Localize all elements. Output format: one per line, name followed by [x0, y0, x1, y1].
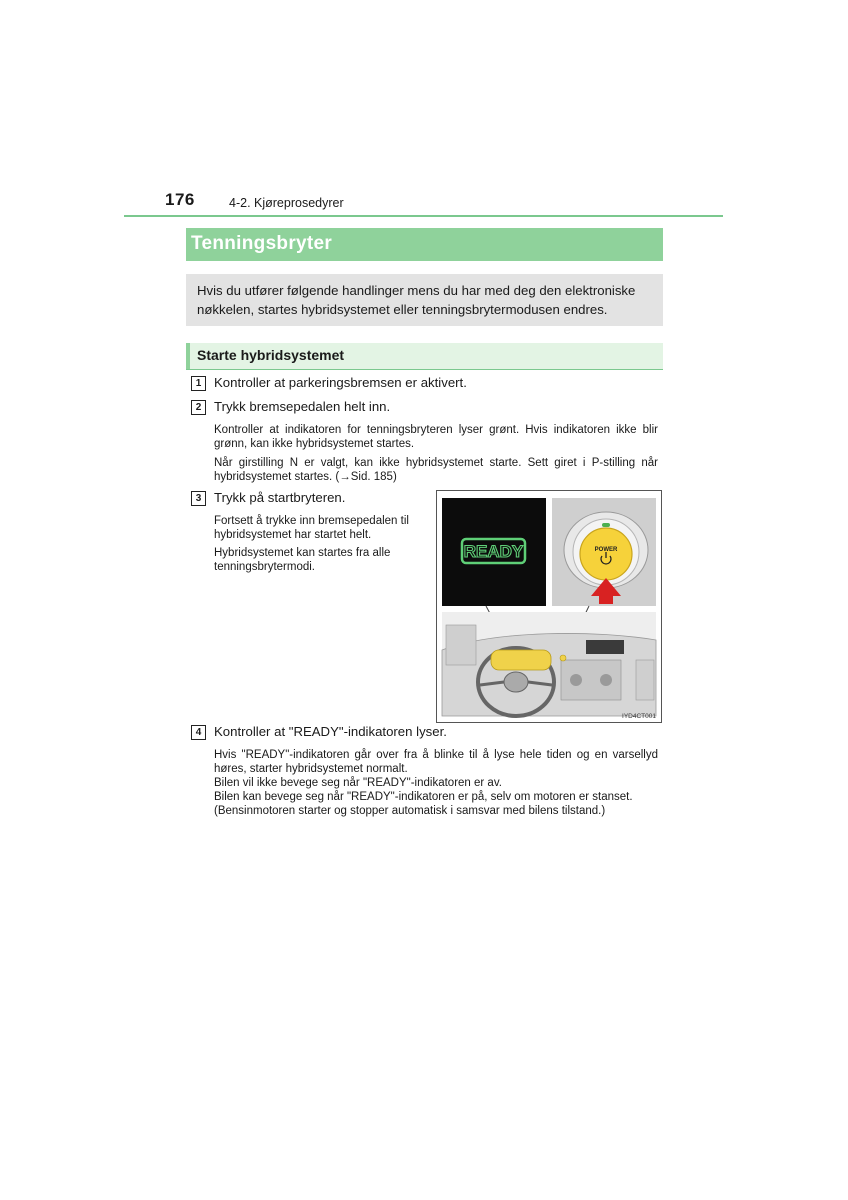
step-number-1: 1 [191, 376, 206, 391]
ready-indicator-label: READY [463, 542, 524, 561]
chapter-title: 4-2. Kjøreprosedyrer [229, 196, 344, 210]
step-text-2: Trykk bremsepedalen helt inn. [214, 399, 391, 414]
step-number-4: 4 [191, 725, 206, 740]
step-3-note-1: Fortsett å trykke inn bremsepedalen til hybridsystemet har startet helt. [214, 515, 409, 541]
step-4-note-2: Bilen vil ikke bevege seg når "READY"-indikatoren er av. [214, 777, 502, 789]
step-3-notes [214, 514, 426, 574]
step-number-3: 3 [191, 491, 206, 506]
intro-box [186, 274, 663, 326]
step-4-note-1: Hvis "READY"-indikatoren går over fra å blinke til å lyse hele tiden og en varsellyd høres, starter hybridsystemet normalt. [214, 749, 658, 775]
step-3-note-2: Hybridsystemet kan startes fra alle tenningsbrytermodi. [214, 547, 391, 573]
dashboard-illustration [436, 490, 662, 723]
header-divider [124, 215, 723, 217]
step-number-2: 2 [191, 400, 206, 415]
step-4-notes [214, 748, 658, 818]
step-2-note-2: Når girstilling N er valgt, kan ikke hybridsystemet starte. Sett giret i P-stilling når hybridsystemet startes. (→Sid. 185) [214, 457, 658, 483]
step-text-3: Trykk på startbryteren. [214, 490, 346, 505]
step-4-note-4: (Bensinmotoren starter og stopper automatisk i samsvar med bilens tilstand.) [214, 805, 606, 817]
step-2-note-1: Kontroller at indikatoren for tenningsbryteren lyser grønt. Hvis indikatoren ikke blir grønn, kan ikke hybridsystemet startes. [214, 424, 658, 450]
power-button-label: POWER [594, 547, 618, 553]
intro-text: Hvis du utfører følgende handlinger mens du har med deg den elektroniske nøkkelen, startes hybridsystemet eller tenningsbrytermodusen endres. [197, 283, 636, 317]
step-4-note-3: Bilen kan bevege seg når "READY"-indikatoren er på, selv om motoren er stanset. [214, 791, 633, 803]
section-title-bar [186, 228, 663, 261]
subheading-accent [186, 343, 190, 369]
subheading-text: Starte hybridsystemet [197, 347, 345, 363]
step-text-4: Kontroller at "READY"-indikatoren lyser. [214, 724, 447, 739]
page-number: 176 [165, 190, 195, 209]
step-text-1: Kontroller at parkeringsbremsen er aktivert. [214, 375, 467, 390]
illustration-code: IYD4CT001 [622, 713, 656, 720]
step-2-notes [214, 423, 658, 484]
section-title: Tenningsbryter [191, 233, 333, 254]
subheading-bar [186, 343, 663, 370]
